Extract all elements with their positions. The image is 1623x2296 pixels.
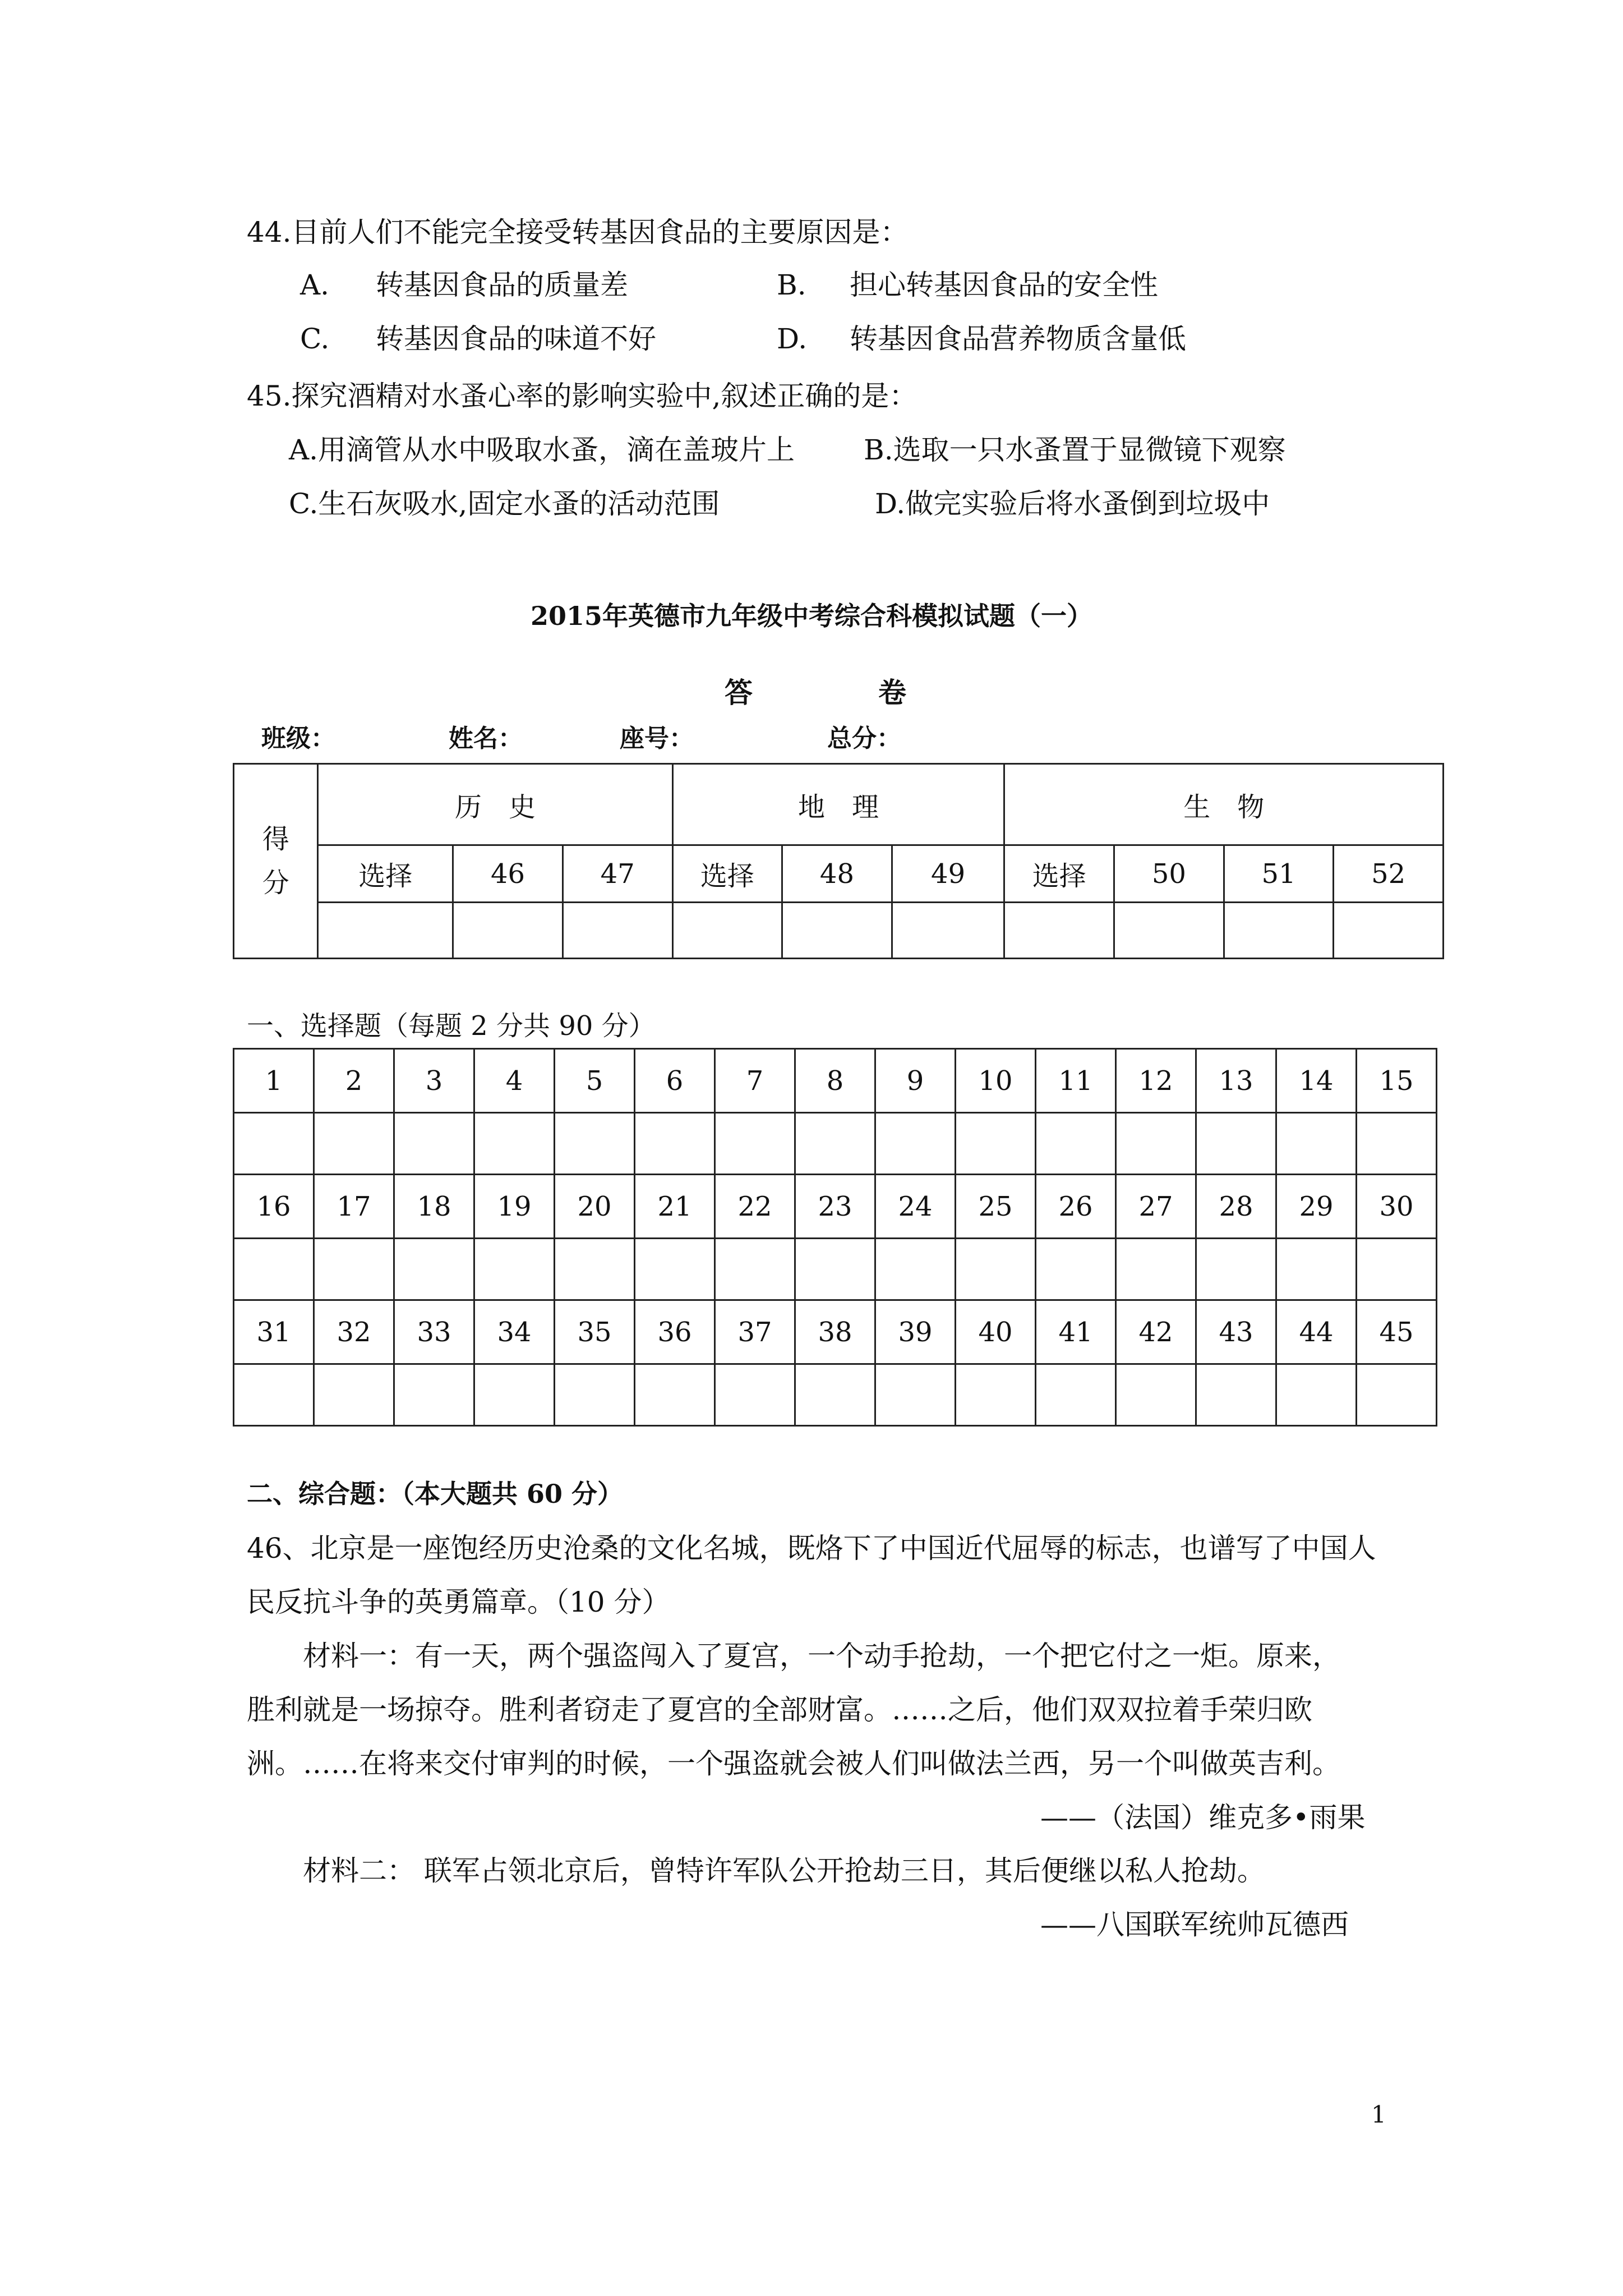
section2-heading: 二、综合题：（本大题共 60 分） xyxy=(247,1479,624,1509)
score-cell[interactable] xyxy=(672,903,782,959)
answer-cell[interactable] xyxy=(635,1113,715,1175)
total-label: 总分： xyxy=(827,724,901,753)
answer-cell[interactable] xyxy=(635,1364,715,1426)
answer-cell[interactable] xyxy=(1357,1113,1437,1175)
answer-cell[interactable] xyxy=(956,1239,1036,1300)
score-cell[interactable] xyxy=(1224,903,1334,959)
question-number: 18 xyxy=(394,1175,474,1239)
question-number: 37 xyxy=(715,1300,795,1364)
q46-stem-line1: 46、北京是一座饱经历史沧桑的文化名城，既烙下了中国近代屈辱的标志，也谱写了中国人 xyxy=(247,1532,1376,1565)
answer-cell[interactable] xyxy=(1036,1239,1116,1300)
answer-cell[interactable] xyxy=(635,1239,715,1300)
mc-answer-row xyxy=(234,1113,1437,1175)
question-number: 19 xyxy=(474,1175,555,1239)
answer-cell[interactable] xyxy=(474,1364,555,1426)
question-number: 26 xyxy=(1036,1175,1116,1239)
section1-heading: 一、选择题（每题 2 分共 90 分） xyxy=(247,1010,656,1042)
q44-option-b-text: 担心转基因食品的安全性 xyxy=(850,269,1158,301)
q45-option-c: C.生石灰吸水,固定水蚤的活动范围 xyxy=(289,487,720,520)
mc-number-row xyxy=(234,1175,1437,1239)
question-number: 12 xyxy=(1116,1049,1196,1113)
col-51: 51 xyxy=(1224,845,1334,903)
question-number: 28 xyxy=(1196,1175,1276,1239)
answer-cell[interactable] xyxy=(234,1239,314,1300)
answer-cell[interactable] xyxy=(1036,1113,1116,1175)
col-history-choice: 选择 xyxy=(318,845,453,903)
answer-cell[interactable] xyxy=(715,1364,795,1426)
question-number: 16 xyxy=(234,1175,314,1239)
question-number: 4 xyxy=(474,1049,555,1113)
question-number: 1 xyxy=(234,1049,314,1113)
answer-cell[interactable] xyxy=(1357,1364,1437,1426)
question-number: 44 xyxy=(1276,1300,1357,1364)
answer-cell[interactable] xyxy=(1116,1113,1196,1175)
subject-history: 历 史 xyxy=(318,764,672,845)
answer-cell[interactable] xyxy=(555,1113,635,1175)
question-number: 21 xyxy=(635,1175,715,1239)
question-number: 43 xyxy=(1196,1300,1276,1364)
seat-label: 座号： xyxy=(620,724,694,753)
question-number: 10 xyxy=(956,1049,1036,1113)
question-number: 14 xyxy=(1276,1049,1357,1113)
question-number: 11 xyxy=(1036,1049,1116,1113)
answer-cell[interactable] xyxy=(956,1113,1036,1175)
answer-cell[interactable] xyxy=(1116,1364,1196,1426)
answer-cell[interactable] xyxy=(1276,1364,1357,1426)
col-48: 48 xyxy=(782,845,892,903)
answer-sheet-subtitle-left: 答 xyxy=(725,676,753,709)
answer-cell[interactable] xyxy=(795,1364,875,1426)
score-row-header-bottom: 分 xyxy=(262,867,289,899)
question-number: 5 xyxy=(555,1049,635,1113)
answer-cell[interactable] xyxy=(875,1113,956,1175)
answer-cell[interactable] xyxy=(795,1113,875,1175)
material2-source: ——八国联军统帅瓦德西 xyxy=(1040,1908,1349,1941)
subject-geography: 地 理 xyxy=(672,764,1004,845)
answer-sheet-title: 2015年英德市九年级中考综合科模拟试题（一） xyxy=(530,601,1093,631)
mc-answer-grid xyxy=(233,1048,1437,1427)
answer-cell[interactable] xyxy=(1276,1113,1357,1175)
question-number: 7 xyxy=(715,1049,795,1113)
page-number: 1 xyxy=(1371,2101,1386,2128)
mc-number-row xyxy=(234,1049,1437,1113)
material1-line2: 胜利就是一场掠夺。胜利者窃走了夏宫的全部财富。……之后，他们双双拉着手荣归欧 xyxy=(247,1694,1312,1726)
question-number: 32 xyxy=(314,1300,394,1364)
answer-cell[interactable] xyxy=(875,1364,956,1426)
question-number: 33 xyxy=(394,1300,474,1364)
question-number: 45 xyxy=(1357,1300,1437,1364)
q44-option-c-letter: C. xyxy=(300,323,330,355)
q44-option-d-text: 转基因食品营养物质含量低 xyxy=(850,323,1186,355)
col-46: 46 xyxy=(453,845,563,903)
score-row-header-top: 得 xyxy=(262,823,289,855)
answer-cell[interactable] xyxy=(1357,1239,1437,1300)
col-47: 47 xyxy=(562,845,672,903)
answer-cell[interactable] xyxy=(474,1239,555,1300)
mc-number-row xyxy=(234,1300,1437,1364)
score-table xyxy=(233,763,1444,959)
score-cell[interactable] xyxy=(892,903,1004,959)
score-cell[interactable] xyxy=(318,903,453,959)
answer-cell[interactable] xyxy=(1196,1364,1276,1426)
material1-source: ——（法国）维克多•雨果 xyxy=(1040,1801,1366,1834)
question-number: 24 xyxy=(875,1175,956,1239)
q46-stem-line2: 民反抗斗争的英勇篇章。（10 分） xyxy=(247,1586,670,1618)
q44-stem: 44.目前人们不能完全接受转基因食品的主要原因是： xyxy=(247,216,909,249)
score-cell[interactable] xyxy=(562,903,672,959)
question-number: 30 xyxy=(1357,1175,1437,1239)
question-number: 41 xyxy=(1036,1300,1116,1364)
q45-option-b: B.选取一只水蚤置于显微镜下观察 xyxy=(864,434,1286,466)
answer-cell[interactable] xyxy=(715,1239,795,1300)
col-biology-choice: 选择 xyxy=(1004,845,1114,903)
col-52: 52 xyxy=(1334,845,1444,903)
answer-cell[interactable] xyxy=(394,1239,474,1300)
answer-cell[interactable] xyxy=(875,1239,956,1300)
question-number: 23 xyxy=(795,1175,875,1239)
score-cell[interactable] xyxy=(1004,903,1114,959)
class-label: 班级： xyxy=(261,724,335,753)
answer-cell[interactable] xyxy=(795,1239,875,1300)
answer-cell[interactable] xyxy=(394,1113,474,1175)
answer-cell[interactable] xyxy=(1116,1239,1196,1300)
subject-biology: 生 物 xyxy=(1004,764,1444,845)
answer-cell[interactable] xyxy=(314,1239,394,1300)
answer-cell[interactable] xyxy=(474,1113,555,1175)
question-number: 3 xyxy=(394,1049,474,1113)
question-number: 20 xyxy=(555,1175,635,1239)
answer-cell[interactable] xyxy=(314,1364,394,1426)
question-number: 13 xyxy=(1196,1049,1276,1113)
score-row-header xyxy=(234,764,318,959)
question-number: 25 xyxy=(956,1175,1036,1239)
material1-line1: 材料一：有一天，两个强盗闯入了夏宫，一个动手抢劫，一个把它付之一炬。原来， xyxy=(303,1640,1340,1672)
q44-option-c-text: 转基因食品的味道不好 xyxy=(376,323,656,355)
q45-stem: 45.探究酒精对水蚤心率的影响实验中,叙述正确的是： xyxy=(247,380,917,412)
col-50: 50 xyxy=(1114,845,1224,903)
question-number: 36 xyxy=(635,1300,715,1364)
question-number: 42 xyxy=(1116,1300,1196,1364)
question-number: 22 xyxy=(715,1175,795,1239)
question-number: 17 xyxy=(314,1175,394,1239)
score-cell[interactable] xyxy=(1114,903,1224,959)
question-number: 8 xyxy=(795,1049,875,1113)
question-number: 9 xyxy=(875,1049,956,1113)
answer-cell[interactable] xyxy=(234,1113,314,1175)
q44-option-d-letter: D. xyxy=(777,323,808,355)
material2-line1: 材料二： 联军占领北京后，曾特许军队公开抢劫三日，其后便继以私人抢劫。 xyxy=(303,1855,1265,1887)
question-number: 29 xyxy=(1276,1175,1357,1239)
question-number: 31 xyxy=(234,1300,314,1364)
question-number: 27 xyxy=(1116,1175,1196,1239)
question-number: 39 xyxy=(875,1300,956,1364)
material1-line3: 洲。……在将来交付审判的时候，一个强盗就会被人们叫做法兰西，另一个叫做英吉利。 xyxy=(247,1747,1340,1780)
col-geography-choice: 选择 xyxy=(672,845,782,903)
answer-cell[interactable] xyxy=(234,1364,314,1426)
q44-option-a-letter: A. xyxy=(300,269,330,301)
answer-cell[interactable] xyxy=(555,1364,635,1426)
question-number: 15 xyxy=(1357,1049,1437,1113)
score-cell[interactable] xyxy=(782,903,892,959)
q45-option-a: A.用滴管从水中吸取水蚤，滴在盖玻片上 xyxy=(289,434,795,466)
question-number: 40 xyxy=(956,1300,1036,1364)
question-number: 38 xyxy=(795,1300,875,1364)
q45-option-d: D.做完实验后将水蚤倒到垃圾中 xyxy=(875,487,1270,520)
question-number: 34 xyxy=(474,1300,555,1364)
question-number: 2 xyxy=(314,1049,394,1113)
q44-option-b-letter: B. xyxy=(777,269,806,301)
answer-cell[interactable] xyxy=(1196,1113,1276,1175)
answer-cell[interactable] xyxy=(555,1239,635,1300)
answer-cell[interactable] xyxy=(956,1364,1036,1426)
score-cell[interactable] xyxy=(1334,903,1444,959)
question-number: 35 xyxy=(555,1300,635,1364)
answer-cell[interactable] xyxy=(1036,1364,1116,1426)
answer-sheet-subtitle-right: 卷 xyxy=(878,676,906,709)
answer-cell[interactable] xyxy=(394,1364,474,1426)
answer-cell[interactable] xyxy=(1196,1239,1276,1300)
answer-cell[interactable] xyxy=(715,1113,795,1175)
mc-answer-row xyxy=(234,1239,1437,1300)
question-number: 6 xyxy=(635,1049,715,1113)
answer-cell[interactable] xyxy=(314,1113,394,1175)
q44-option-a-text: 转基因食品的质量差 xyxy=(376,269,628,301)
name-label: 姓名： xyxy=(449,724,523,753)
col-49: 49 xyxy=(892,845,1004,903)
answer-cell[interactable] xyxy=(1276,1239,1357,1300)
mc-answer-row xyxy=(234,1364,1437,1426)
score-cell[interactable] xyxy=(453,903,563,959)
